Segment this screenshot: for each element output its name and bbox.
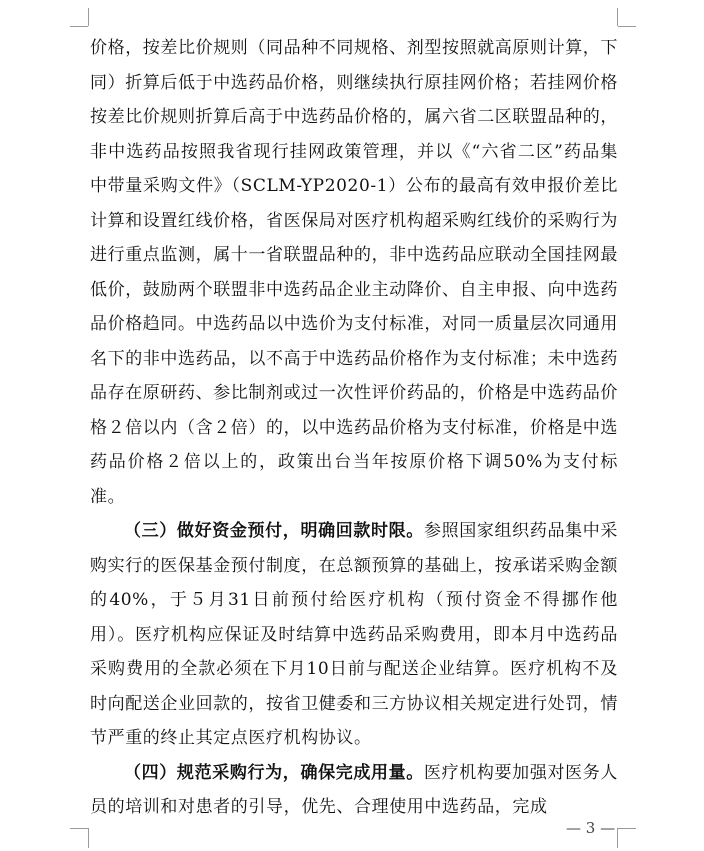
paragraph-text: 价格，按差比价规则（同品种不同规格、剂型按照就高原则计算，下同）折算后低于中选药品价格，则继续执行原挂网价格；若挂网价格按差比价规则折算后高于中选药品价格的，属六省二区联盟品种的，非中选药品按照我省现行挂网政策管理，并以《“六省二区”药品集中带量采购文件》（SCLM-YP2020-1）公布的最高有效申报价差比计算和设置红线价格，省医保局对医疗机构超采购红线价的采购行为进行重点监测，属十一省联盟品种的，非中选药品应联动全国挂网最低价，鼓励两个联盟非中选药品企业主动降价、自主申报、向中选药品价格趋同。中选药品以中选价为支付标准，对同一质量层次同通用名下的非中选药品，以不高于中选药品价格作为支付标准；未中选药品存在原研药、参比制剂或过一次性评价药品的，价格是中选药品价格２倍以内（含２倍）的，以中选药品价格为支付标准，价格是中选药品价格２倍以上的，政策出台当年按原价格下调50%为支付标准。 (90, 38, 618, 507)
document-body (90, 31, 618, 825)
crop-mark-bottom-left-h (70, 828, 88, 829)
crop-mark-top-right (617, 8, 618, 26)
section-heading-4: （四）规范采购行为，确保完成用量。 (124, 762, 424, 783)
paragraph-procurement (90, 756, 618, 825)
crop-mark-bottom-left (88, 828, 89, 848)
crop-mark-bottom-right (617, 828, 618, 848)
section-heading-3: （三）做好资金预付，明确回款时限。 (124, 521, 424, 541)
page-number: — 3 — (566, 819, 616, 837)
paragraph-text: 参照国家组织药品集中采购实行的医保基金预付制度，在总额预算的基础上，按承诺采购金额的40%，于５月31日前预付给医疗机构（预付资金不得挪作他用）。医疗机构应保证及时结算中选药品采购费用，即本月中选药品采购费用的全款必须在下月10日前与配送企业结算。医疗机构不及时向配送企业回款的，按省卫健委和三方协议相关规定进行处罚，情节严重的终止其定点医疗机构协议。 (90, 521, 618, 748)
crop-mark-bottom-right-h (618, 828, 636, 829)
paragraph-funding (90, 514, 618, 756)
paragraph-text: 医疗机构要加强对医务人员的培训和对患者的引导，优先、合理使用中选药品，完成 (90, 762, 618, 817)
crop-mark-top-right-h (618, 26, 636, 27)
crop-mark-top-left (88, 8, 89, 26)
crop-mark-top-left-h (70, 26, 88, 27)
paragraph-continued (90, 31, 618, 514)
